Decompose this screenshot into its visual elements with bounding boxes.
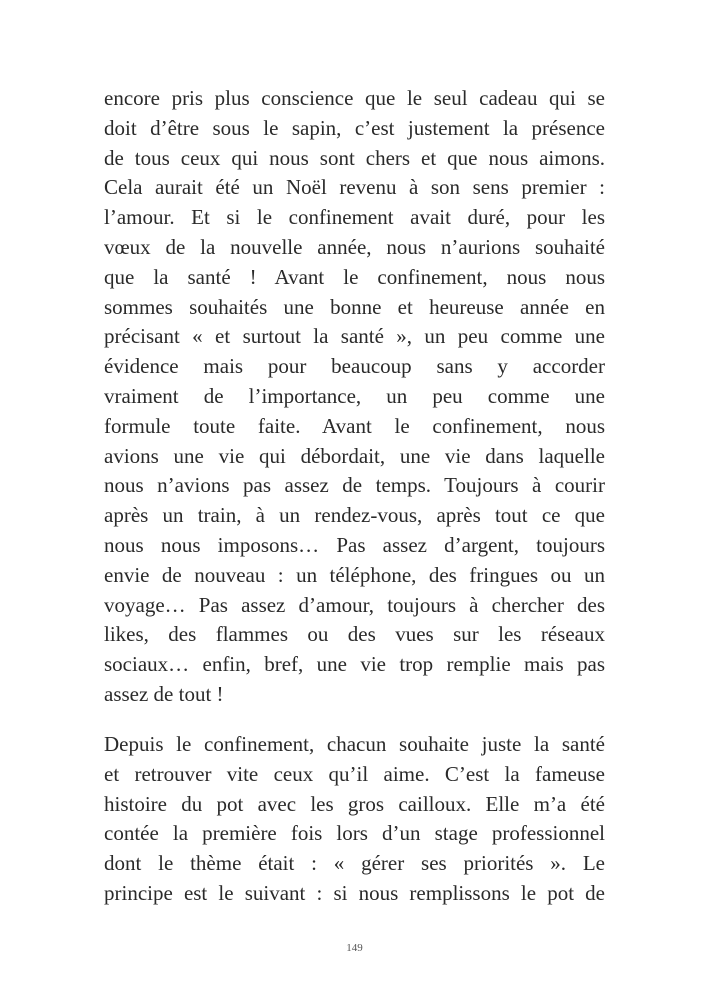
text-line: l’amour. Et si le confinement avait duré, pour les [104,205,605,230]
paragraph-1 [104,84,605,710]
text-line: précisant « et surtout la santé », un peu comme une [104,324,605,349]
text-line: Depuis le confinement, chacun souhaite juste la santé [104,732,605,756]
text-line: sommes souhaités une bonne et heureuse année en [104,294,605,319]
text-line: nous n’avions pas assez de temps. Toujours à courir [104,473,605,498]
text-line: principe est le suivant : si nous remplissons le pot de [104,880,605,905]
text-line: doit d’être sous le sapin, c’est justement la présence [104,115,605,140]
text-line: voyage… Pas assez d’amour, toujours à chercher des [104,592,605,617]
text-line: formule toute faite. Avant le confinement, nous [104,413,605,438]
text-line: contée la première fois lors d’un stage professionnel [104,821,605,846]
text-line: évidence mais pour beaucoup sans y accorder [104,354,605,379]
text-line: encore pris plus conscience que le seul cadeau qui se [104,86,605,110]
text-line: sociaux… enfin, bref, une vie trop remplie mais pas [104,652,605,677]
text-line: avions une vie qui débordait, une vie dans laquelle [104,443,605,468]
text-line: vraiment de l’importance, un peu comme une [104,383,605,408]
text-line: que la santé ! Avant le confinement, nous nous [104,264,605,289]
text-line: de tous ceux qui nous sont chers et que nous aimons. [104,145,605,170]
text-line: likes, des flammes ou des vues sur les réseaux [104,622,605,647]
paragraph-2 [104,730,605,909]
text-line: histoire du pot avec les gros cailloux. Elle m’a été [104,791,605,816]
text-line: nous nous imposons… Pas assez d’argent, toujours [104,532,605,557]
text-line: Cela aurait été un Noël revenu à son sens premier : [104,175,605,200]
text-line: assez de tout ! [104,681,224,706]
text-line: envie de nouveau : un téléphone, des fringues ou un [104,562,605,587]
text-line: dont le thème était : « gérer ses priorités ». Le [104,851,605,876]
text-line: et retrouver vite ceux qu’il aime. C’est la fameuse [104,761,605,786]
text-line: vœux de la nouvelle année, nous n’aurions souhaité [104,234,605,259]
page-number: 149 [346,942,363,954]
text-line: après un train, à un rendez-vous, après tout ce que [104,503,605,528]
